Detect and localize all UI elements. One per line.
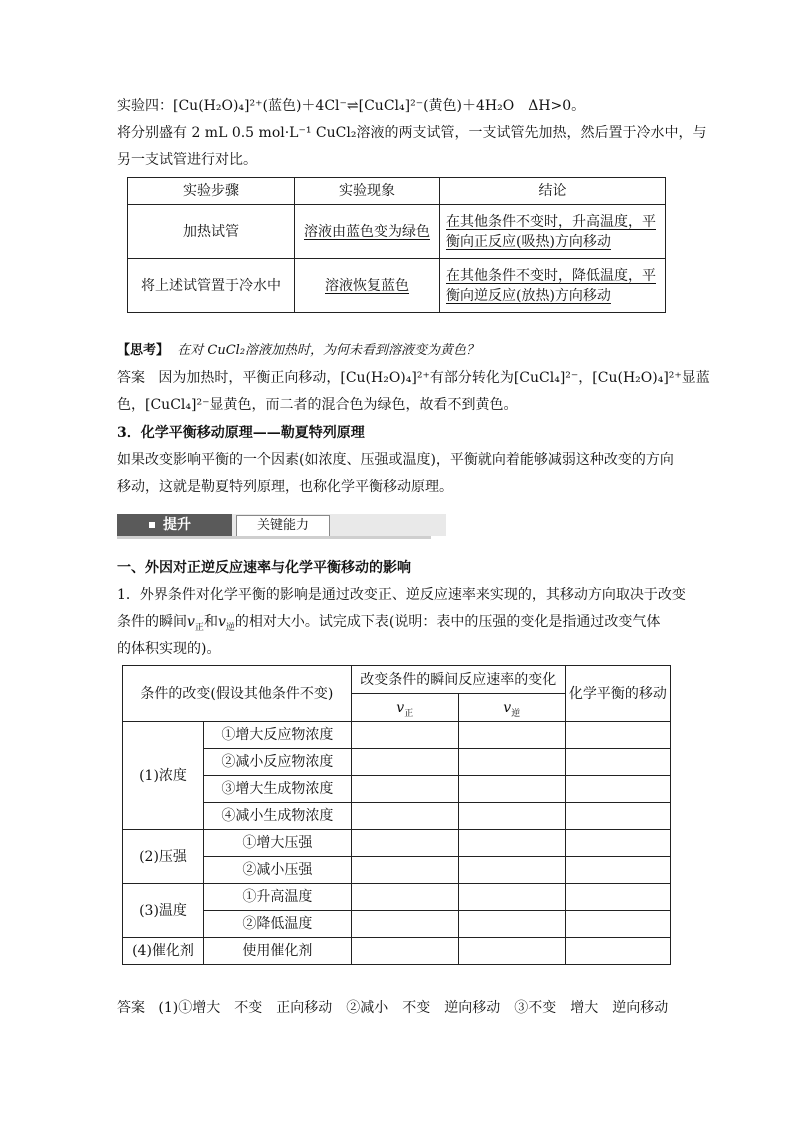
- bottom-answer: [117, 996, 668, 1020]
- group-temperature: (3)温度: [123, 884, 204, 938]
- shift-header: 化学平衡的移动: [565, 666, 670, 722]
- principle-text-1: 如果改变影响平衡的一个因素(如浓度、压强或温度)，平衡就向着能够减弱这种改变的方向: [117, 452, 674, 468]
- section-paragraph-3: 的体积实现的)。: [117, 641, 221, 657]
- banner-subtitle: 关键能力: [236, 515, 330, 537]
- answer-label: 答案: [117, 370, 145, 386]
- conditions-table: [122, 665, 671, 965]
- experiment-4-equation: [117, 94, 585, 118]
- group-concentration: (1)浓度: [123, 722, 204, 830]
- equilibrium-equation: [Cu(H₂O)₄]²⁺(蓝色)＋4Cl⁻⇌[CuCl₄]²⁻(黄色)＋4H₂O ΔH>0。: [173, 98, 586, 114]
- table-header: 结论: [440, 178, 666, 205]
- answer-text: 因为加热时，平衡正向移动，[Cu(H₂O)₄]²⁺有部分转化为[CuCl₄]²⁻，[Cu(H₂O)₄]²⁺显蓝: [158, 370, 710, 386]
- answer-text: (1)①增大 不变 正向移动 ②减小 不变 逆向移动 ③不变 增大 逆向移动: [158, 1000, 669, 1016]
- principle-heading: 3．化学平衡移动原理——勒夏特列原理: [117, 425, 365, 441]
- banner-title: 提升: [117, 514, 232, 536]
- group-pressure: (2)压强: [123, 830, 204, 884]
- section-banner: [117, 514, 431, 538]
- table-header: 实验步骤: [128, 178, 295, 205]
- answer-label: 答案: [117, 1000, 145, 1016]
- step-cell: 加热试管: [128, 205, 295, 259]
- principle-text-2: 移动，这就是勒夏特列原理，也称化学平衡移动原理。: [117, 479, 453, 495]
- condition-item: ①增大压强: [204, 830, 352, 857]
- phenomenon-cell: 溶液由蓝色变为绿色: [295, 205, 440, 259]
- group-catalyst: (4)催化剂: [123, 938, 204, 965]
- table-header: 实验现象: [295, 178, 440, 205]
- condition-item: ③增大生成物浓度: [204, 776, 352, 803]
- section-paragraph-1: 1．外界条件对化学平衡的影响是通过改变正、逆反应速率来实现的，其移动方向取决于改变: [117, 587, 686, 603]
- think-label: 【思考】: [117, 343, 170, 358]
- conclusion-cell: 在其他条件不变时，升高温度，平 衡向正反应(吸热)方向移动: [440, 205, 666, 259]
- condition-item: ②减小压强: [204, 857, 352, 884]
- phenomenon-cell: 溶液恢复蓝色: [295, 259, 440, 313]
- experiment-4-description-2: 另一支试管进行对比。: [117, 152, 257, 168]
- condition-header: 条件的改变(假设其他条件不变): [123, 666, 352, 722]
- think-answer-1: [117, 366, 710, 390]
- section-paragraph-2: 条件的瞬间$v_正$和$v_逆$的相对大小。试完成下表(说明：表中的压强的变化是指通过改变气体: [117, 614, 661, 633]
- forward-rate-header: $v_正$: [351, 694, 458, 722]
- experiment-4-label: 实验四：: [117, 98, 173, 114]
- condition-item: ④减小生成物浓度: [204, 803, 352, 830]
- reverse-rate-header: $v_逆$: [458, 694, 565, 722]
- think-question-text: 在对 CuCl₂溶液加热时，为何未看到溶液变为黄色？: [177, 343, 480, 358]
- think-answer-2: 色，[CuCl₄]²⁻显黄色，而二者的混合色为绿色，故看不到黄色。: [117, 397, 518, 413]
- condition-item: ①增大反应物浓度: [204, 722, 352, 749]
- conclusion-cell: 在其他条件不变时，降低温度，平 衡向逆反应(放热)方向移动: [440, 259, 666, 313]
- condition-item: ①升高温度: [204, 884, 352, 911]
- square-icon: [149, 522, 155, 528]
- condition-item: ②减小反应物浓度: [204, 749, 352, 776]
- experiment-table: [127, 177, 666, 313]
- step-cell: 将上述试管置于冷水中: [128, 259, 295, 313]
- think-question: [117, 339, 479, 363]
- experiment-4-description-1: 将分别盛有 2 mL 0.5 mol·L⁻¹ CuCl₂溶液的两支试管，一支试管先加热，然后置于冷水中，与: [117, 125, 707, 141]
- rate-header: 改变条件的瞬间反应速率的变化: [351, 666, 565, 694]
- condition-item: 使用催化剂: [204, 938, 352, 965]
- section-heading: 一、外因对正逆反应速率与化学平衡移动的影响: [117, 560, 411, 576]
- condition-item: ②降低温度: [204, 911, 352, 938]
